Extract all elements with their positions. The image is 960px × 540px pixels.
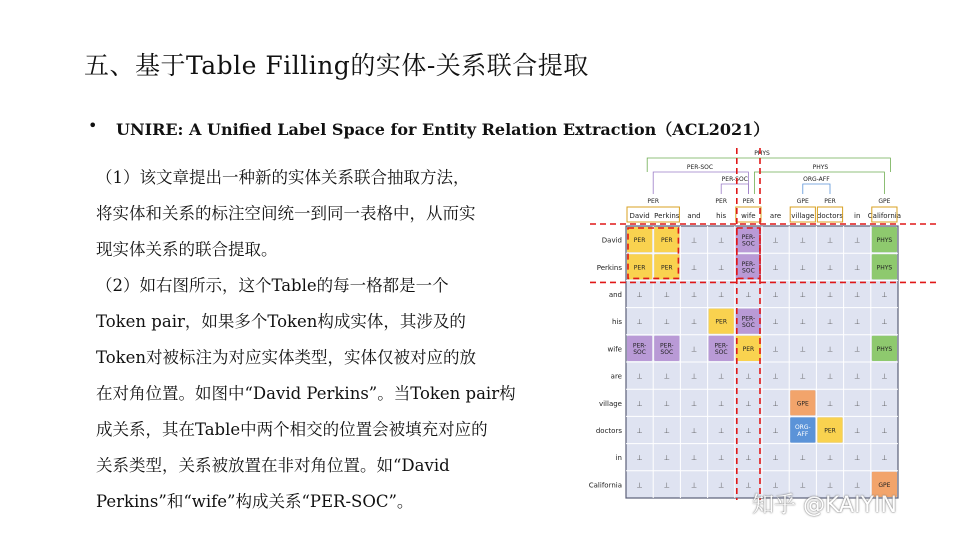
null-cell: ⊥ (854, 372, 861, 381)
label-cell-text: PER-SOC (741, 233, 756, 248)
null-cell: ⊥ (826, 481, 834, 490)
paragraph-line: 关系类型，关系被放置在非对角位置。如“David (96, 456, 450, 475)
entity-tag-per: PER (647, 198, 659, 205)
null-cell: ⊥ (881, 372, 888, 381)
bracket-phys-top (647, 158, 890, 172)
null-cell: ⊥ (799, 291, 806, 299)
watermark: 知乎 @KAIYIN (752, 493, 897, 518)
null-cell: ⊥ (799, 372, 806, 381)
entity-tag-gpe-california: GPE (878, 198, 891, 205)
label-cell-text: ORG-AFF (794, 424, 811, 438)
null-cell: ⊥ (663, 318, 670, 327)
row-token-label: village (598, 399, 622, 408)
bracket-per-soc-mid (721, 184, 748, 194)
paper-title-bullet: UNIRE: A Unified Label Space for Entity Relation Extraction（ACL2021） (116, 120, 770, 139)
null-cell: ⊥ (772, 372, 779, 381)
label-cell-text: PER-SOC (714, 342, 728, 357)
paragraph-line: （2）如右图所示，这个Table的每一格都是一个 (96, 276, 449, 295)
null-cell: ⊥ (636, 372, 643, 381)
relation-label-phys-top: PHYS (754, 150, 770, 157)
column-token-label: his (716, 212, 727, 220)
row-token-label: his (611, 318, 622, 327)
description-paragraph (96, 160, 566, 520)
null-cell: ⊥ (799, 318, 806, 327)
null-cell: ⊥ (718, 481, 725, 490)
null-cell: ⊥ (690, 345, 698, 354)
entity-tag-per-wife: PER (742, 198, 755, 205)
null-cell: ⊥ (881, 318, 888, 327)
null-cell: ⊥ (636, 481, 643, 490)
null-cell: ⊥ (690, 481, 698, 490)
row-token-label: wife (607, 345, 622, 354)
label-cell-text: PHYS (876, 264, 893, 272)
relation-bracket-labels (627, 150, 901, 222)
entity-tag-gpe-village: GPE (796, 198, 809, 205)
null-cell: ⊥ (745, 454, 752, 463)
relation-label-org-aff: ORG-AFF (803, 176, 830, 183)
entity-tag-per-doctors: PER (824, 198, 836, 205)
null-cell: ⊥ (854, 454, 861, 463)
null-cell: ⊥ (718, 291, 725, 299)
column-token-label: are (769, 212, 782, 220)
null-cell: ⊥ (663, 291, 670, 299)
null-cell: ⊥ (772, 399, 779, 408)
null-cell: ⊥ (690, 318, 698, 327)
null-cell: ⊥ (745, 399, 752, 408)
null-cell: ⊥ (663, 399, 670, 408)
null-cell: ⊥ (881, 454, 888, 463)
relation-label-per-soc-top: PER-SOC (686, 164, 714, 171)
null-cell: ⊥ (854, 427, 861, 435)
null-cell: ⊥ (718, 236, 725, 245)
paragraph-line: Token pair，如果多个Token构成实体，其涉及的 (96, 312, 466, 331)
null-cell: ⊥ (663, 427, 670, 435)
column-token-label: wife (741, 212, 756, 220)
null-cell: ⊥ (772, 481, 779, 490)
null-cell: ⊥ (636, 318, 643, 327)
null-cell: ⊥ (718, 263, 725, 272)
row-token-label: and (608, 291, 622, 299)
null-cell: ⊥ (854, 399, 861, 408)
null-cell: ⊥ (854, 236, 861, 245)
label-cell-text: PER (633, 237, 646, 245)
null-cell: ⊥ (636, 454, 643, 463)
null-cell: ⊥ (854, 318, 861, 327)
null-cell: ⊥ (854, 345, 861, 354)
label-cell-text: PER-SOC (660, 342, 674, 357)
null-cell: ⊥ (826, 345, 834, 354)
label-cell-text: PER-SOC (741, 315, 756, 329)
label-cell-text: GPE (878, 481, 891, 489)
bullet-marker: • (88, 116, 98, 135)
row-token-label: are (610, 372, 622, 381)
label-cell-text: PER-SOC (741, 261, 756, 275)
label-cell-text: PER (715, 318, 727, 326)
null-cell: ⊥ (772, 236, 779, 245)
null-cell: ⊥ (799, 345, 806, 354)
null-cell: ⊥ (799, 263, 806, 272)
null-cell: ⊥ (799, 454, 806, 463)
column-token-label: David (629, 212, 650, 220)
null-cell: ⊥ (799, 236, 806, 245)
null-cell: ⊥ (854, 263, 861, 272)
null-cell: ⊥ (854, 291, 861, 299)
null-cell: ⊥ (826, 399, 834, 408)
label-cell-text: PER (633, 264, 646, 272)
null-cell: ⊥ (718, 399, 725, 408)
null-cell: ⊥ (881, 291, 888, 299)
null-cell: ⊥ (799, 481, 806, 490)
label-cell-text: PER (661, 264, 673, 272)
relation-label-per-soc-mid: PER-SOC (721, 176, 748, 183)
bracket-org-aff (803, 184, 830, 194)
null-cell: ⊥ (663, 454, 670, 463)
column-token-label: and (687, 212, 701, 220)
label-cell-text: GPE (796, 400, 809, 408)
paragraph-line: 将实体和关系的标注空间统一到同一表格中，从而实 (96, 204, 476, 223)
label-cell-text: PER (661, 237, 673, 245)
null-cell: ⊥ (772, 454, 779, 463)
null-cell: ⊥ (826, 291, 834, 299)
null-cell: ⊥ (881, 427, 888, 435)
label-table-grid (589, 226, 898, 498)
null-cell: ⊥ (772, 427, 779, 435)
null-cell: ⊥ (636, 427, 643, 435)
null-cell: ⊥ (826, 236, 834, 245)
null-cell: ⊥ (690, 291, 698, 299)
null-cell: ⊥ (772, 291, 779, 299)
null-cell: ⊥ (718, 454, 725, 463)
row-token-label: California (588, 481, 622, 490)
null-cell: ⊥ (745, 372, 752, 381)
row-token-label: Perkins (596, 263, 622, 272)
null-cell: ⊥ (718, 372, 725, 381)
null-cell: ⊥ (690, 454, 698, 463)
table-filling-diagram (588, 142, 948, 502)
null-cell: ⊥ (690, 236, 698, 245)
paragraph-line: Perkins”和“wife”构成关系“PER-SOC”。 (96, 492, 414, 511)
row-token-label: in (615, 454, 622, 463)
null-cell: ⊥ (881, 399, 888, 408)
label-cell-text: PER (742, 345, 755, 353)
paragraph-line: 成关系，其在Table中两个相交的位置会被填充对应的 (96, 420, 488, 439)
null-cell: ⊥ (745, 291, 752, 299)
null-cell: ⊥ (826, 263, 834, 272)
slide-title: 五、基于Table Filling的实体-关系联合提取 (84, 51, 589, 80)
null-cell: ⊥ (772, 318, 779, 327)
paragraph-line: （1）该文章提出一种新的实体关系联合抽取方法， (96, 168, 470, 187)
null-cell: ⊥ (772, 263, 779, 272)
null-cell: ⊥ (690, 263, 698, 272)
paragraph-line: 在对角位置。如图中“David Perkins”。当Token pair构 (96, 384, 516, 403)
null-cell: ⊥ (772, 345, 779, 354)
entity-tag-per-his: PER (715, 198, 727, 205)
row-token-label: David (601, 236, 622, 245)
column-token-label: doctors (816, 212, 844, 220)
column-token-label: Perkins (654, 212, 680, 220)
row-token-label: doctors (595, 427, 622, 435)
null-cell: ⊥ (690, 372, 698, 381)
label-cell-text: PHYS (876, 237, 893, 245)
null-cell: ⊥ (826, 454, 834, 463)
label-cell-text: PHYS (876, 345, 893, 353)
label-cell-text: PER-SOC (632, 342, 647, 357)
null-cell: ⊥ (690, 427, 698, 435)
null-cell: ⊥ (636, 291, 643, 299)
null-cell: ⊥ (690, 399, 698, 408)
relation-label-phys-mid: PHYS (812, 164, 829, 171)
null-cell: ⊥ (745, 481, 752, 490)
label-cell-text: PER (824, 427, 836, 435)
column-token-label: in (854, 212, 861, 220)
null-cell: ⊥ (663, 372, 670, 381)
column-token-label: California (867, 212, 902, 220)
null-cell: ⊥ (826, 372, 834, 381)
null-cell: ⊥ (718, 427, 725, 435)
paragraph-line: Token对被标注为对应实体类型，实体仅被对应的放 (96, 348, 477, 367)
column-token-label: village (791, 212, 815, 220)
null-cell: ⊥ (663, 481, 670, 490)
null-cell: ⊥ (854, 481, 861, 490)
null-cell: ⊥ (636, 399, 643, 408)
null-cell: ⊥ (826, 318, 834, 327)
paragraph-line: 现实体关系的联合提取。 (96, 240, 278, 259)
null-cell: ⊥ (745, 427, 752, 435)
